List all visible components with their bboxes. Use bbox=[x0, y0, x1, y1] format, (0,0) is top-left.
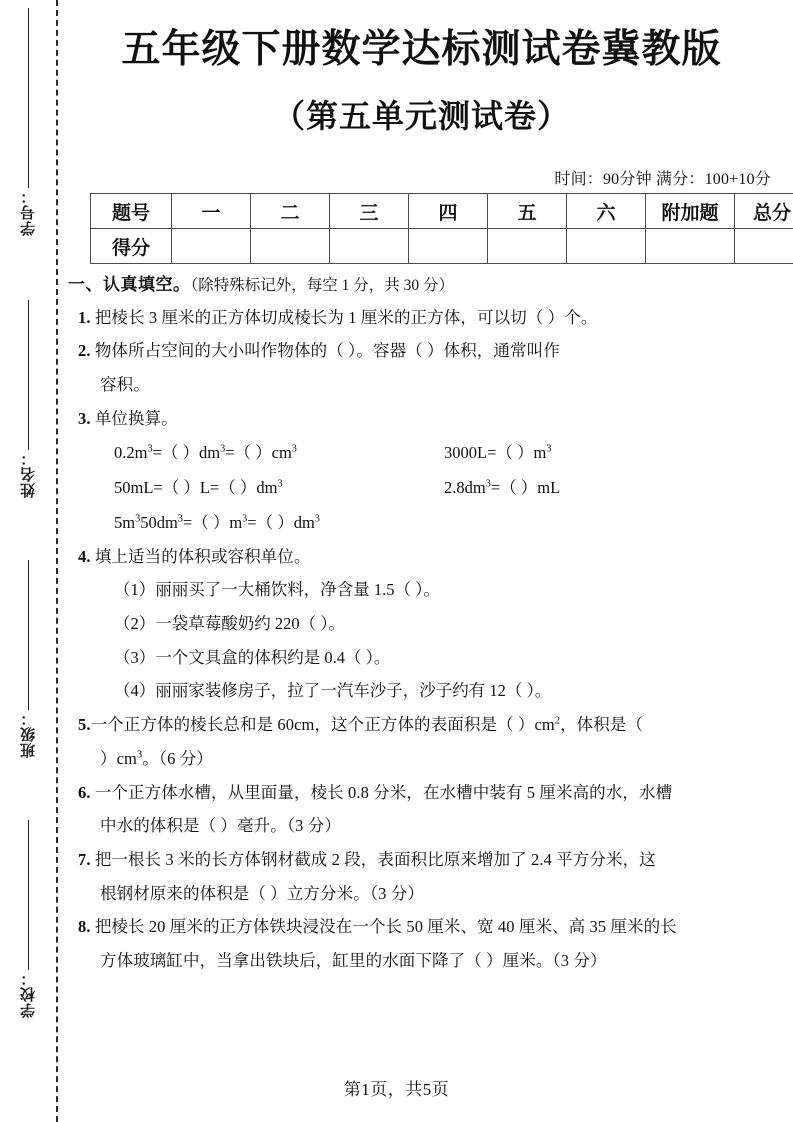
question-text: 容积。 bbox=[100, 374, 150, 394]
conv-text: 3000L=（ ）m bbox=[444, 443, 547, 463]
margin-label-text: 学校： bbox=[19, 970, 37, 1018]
question-text: 单位换算。 bbox=[94, 408, 178, 428]
question-2 bbox=[64, 338, 776, 365]
conv-text: 5m bbox=[114, 512, 136, 532]
question-number: 8. bbox=[78, 917, 91, 937]
margin-field-banji bbox=[0, 560, 56, 758]
margin-label-column bbox=[0, 0, 56, 1122]
question-text: 物体所占空间的大小叫作物体的（ ）。容器（ ）体积，通常叫作 bbox=[94, 341, 560, 361]
question-5-line2 bbox=[64, 746, 776, 773]
margin-fold-line bbox=[56, 0, 58, 1122]
conversion-left bbox=[114, 440, 444, 467]
score-cell-6[interactable] bbox=[567, 229, 646, 264]
question-4-sub-2: （2）一袋草莓酸奶约 220（ ）。 bbox=[114, 613, 345, 633]
exam-body bbox=[64, 272, 776, 975]
conv-text: 50dm bbox=[140, 512, 178, 532]
question-text: ）cm bbox=[100, 748, 137, 768]
score-cell-4[interactable] bbox=[409, 229, 488, 264]
question-text: 。（6 分） bbox=[142, 748, 213, 768]
score-table-col-3: 三 bbox=[330, 194, 409, 229]
conv-text: =（ ）m bbox=[182, 512, 243, 532]
score-cell-1[interactable] bbox=[172, 229, 251, 264]
conversion-left bbox=[114, 475, 444, 502]
conv-text: =（ ）mL bbox=[490, 478, 561, 498]
score-cell-2[interactable] bbox=[251, 229, 330, 264]
table-row-scores bbox=[91, 229, 793, 264]
question-5 bbox=[64, 712, 776, 739]
conv-text: =（ ）cm bbox=[225, 443, 292, 463]
conv-text: 0.2m bbox=[114, 443, 148, 463]
question-8 bbox=[64, 914, 776, 941]
conversion-right bbox=[444, 440, 551, 467]
question-6-line2: 中水的体积是（ ）毫升。（3 分） bbox=[100, 816, 341, 836]
margin-rule bbox=[28, 820, 29, 970]
conversion-row-2 bbox=[64, 475, 776, 502]
section-heading-note: （除特殊标记外，每空 1 分，共 30 分） bbox=[190, 277, 455, 294]
score-cell-3[interactable] bbox=[330, 229, 409, 264]
table-row-header bbox=[91, 194, 793, 229]
score-table-col-extra: 附加题 bbox=[646, 194, 735, 229]
question-number: 1. bbox=[78, 307, 91, 327]
conversion-right bbox=[444, 475, 560, 502]
question-7-line2: 根钢材原来的体积是（ ）立方分米。（3 分） bbox=[100, 883, 424, 903]
page-subtitle: （第五单元测试卷） bbox=[272, 98, 570, 134]
conv-superscript: 3 bbox=[314, 513, 320, 525]
question-4-sub-4: （4）丽丽家装修房子，拉了一汽车沙子，沙子约有 12（ ）。 bbox=[114, 681, 552, 701]
question-4-sub-1: （1）丽丽买了一大桶饮料，净含量 1.5（ ）。 bbox=[114, 580, 440, 600]
question-4-sub-3: （3）一个文具盒的体积约是 0.4（ ）。 bbox=[114, 647, 391, 667]
margin-label-text: 学号： bbox=[19, 188, 37, 236]
page-footer: 第1页，共5页 bbox=[343, 1080, 450, 1099]
margin-rule bbox=[28, 560, 29, 710]
question-number: 4. bbox=[78, 546, 91, 566]
section-heading-title: 一、认真填空。 bbox=[68, 275, 191, 294]
conv-superscript: 3 bbox=[220, 443, 226, 455]
score-cell-extra[interactable] bbox=[646, 229, 735, 264]
question-6 bbox=[64, 780, 776, 807]
question-number: 7. bbox=[78, 850, 91, 869]
section-heading bbox=[64, 272, 776, 298]
margin-label-text: 班级： bbox=[19, 710, 37, 758]
conversion-left bbox=[114, 510, 320, 537]
question-superscript: 2 bbox=[554, 715, 561, 727]
question-number: 2. bbox=[78, 341, 91, 361]
question-text: 一个正方体的棱长总和是 60cm，这个正方体的表面积是（ ）cm bbox=[90, 715, 555, 735]
question-text: 一个正方体水槽，从里面量，棱长 0.8 分米，在水槽中装有 5 厘米高的水，水槽 bbox=[94, 782, 673, 802]
conv-superscript: 3 bbox=[135, 513, 141, 525]
question-7 bbox=[64, 847, 776, 874]
margin-rule bbox=[28, 300, 29, 450]
question-superscript: 3 bbox=[136, 749, 143, 761]
score-cell-total[interactable] bbox=[735, 229, 793, 264]
score-cell-5[interactable] bbox=[488, 229, 567, 264]
score-table-col-1: 一 bbox=[172, 194, 251, 229]
question-number: 5. bbox=[78, 715, 91, 735]
conv-text: 50mL=（ ）L=（ ）dm bbox=[114, 478, 278, 498]
score-table-col-2: 二 bbox=[251, 194, 330, 229]
conv-superscript: 3 bbox=[177, 513, 183, 525]
score-table-col-6: 六 bbox=[567, 194, 646, 229]
question-number: 6. bbox=[78, 782, 91, 802]
margin-field-xuexiao bbox=[0, 820, 56, 1018]
conv-superscript: 3 bbox=[147, 443, 153, 455]
score-table-row-label: 题号 bbox=[91, 194, 172, 229]
conversion-row-3 bbox=[64, 510, 776, 537]
margin-field-xuehao bbox=[0, 8, 56, 236]
score-table bbox=[90, 193, 793, 264]
question-4 bbox=[64, 544, 776, 571]
conv-superscript: 3 bbox=[485, 478, 491, 490]
score-table-col-4: 四 bbox=[409, 194, 488, 229]
question-8-line2: 方体玻璃缸中，当拿出铁块后，缸里的水面下降了（ ）厘米。（3 分） bbox=[100, 951, 607, 971]
page-title: 五年级下册数学达标测试卷冀教版 bbox=[121, 28, 722, 71]
question-2-line2 bbox=[64, 372, 776, 399]
conv-superscript: 3 bbox=[242, 513, 248, 525]
conv-superscript: 3 bbox=[277, 478, 283, 490]
conv-text: =（ ）dm bbox=[247, 512, 315, 532]
question-number: 3. bbox=[78, 408, 91, 428]
score-table-row-label: 得分 bbox=[91, 229, 172, 264]
question-1 bbox=[64, 305, 776, 332]
question-text: 填上适当的体积或容积单位。 bbox=[94, 546, 311, 566]
margin-rule bbox=[28, 8, 29, 188]
question-text: 把棱长 20 厘米的正方体铁块浸没在一个长 50 厘米、宽 40 厘米、高 35 厘米的长 bbox=[94, 917, 677, 937]
question-text: 把一根长 3 米的长方体钢材截成 2 段，表面积比原来增加了 2.4 平方分米，这 bbox=[94, 850, 656, 869]
exam-meta: 时间：90分钟 满分：100+10分 bbox=[554, 171, 771, 188]
conversion-row-1 bbox=[64, 440, 776, 467]
conv-text: =（ ）dm bbox=[152, 443, 221, 463]
conv-superscript: 3 bbox=[291, 443, 297, 455]
question-text: 把棱长 3 厘米的正方体切成棱长为 1 厘米的正方体，可以切（ ）个。 bbox=[94, 307, 598, 327]
score-table-col-total: 总分 bbox=[735, 194, 793, 229]
score-table-col-5: 五 bbox=[488, 194, 567, 229]
question-text: ，体积是（ bbox=[560, 715, 644, 735]
conv-superscript: 3 bbox=[546, 443, 552, 455]
margin-label-text: 姓名： bbox=[19, 450, 37, 498]
margin-field-xingming bbox=[0, 300, 56, 498]
conv-text: 2.8dm bbox=[444, 478, 486, 498]
question-3 bbox=[64, 406, 776, 433]
